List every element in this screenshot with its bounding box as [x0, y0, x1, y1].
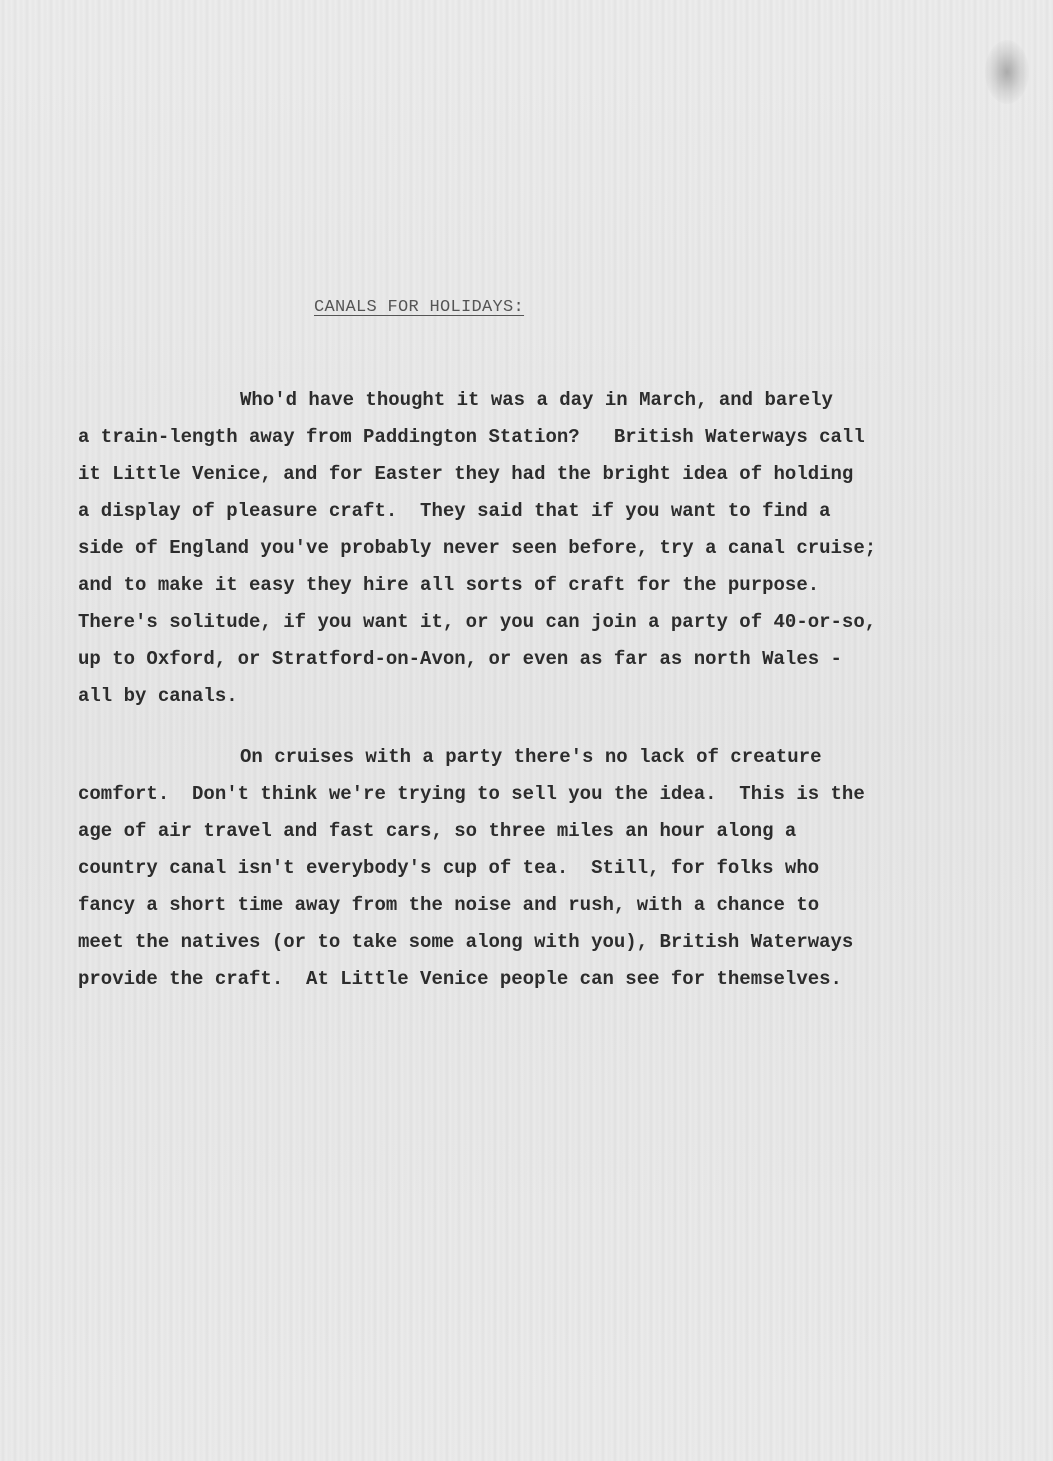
paragraph-line: fancy a short time away from the noise and rush, with a chance to — [78, 894, 820, 916]
paragraph-line: side of England you've probably never seen before, try a canal cruise; — [78, 537, 877, 559]
paragraph-line: On cruises with a party there's no lack of creature — [240, 746, 822, 768]
paragraph-line: comfort. Don't think we're trying to sell you the idea. This is the — [78, 783, 865, 805]
paragraph-line: meet the natives (or to take some along with you), British Waterways — [78, 931, 854, 953]
paragraph-line: provide the craft. At Little Venice people can see for themselves. — [78, 968, 842, 990]
ink-smudge — [985, 40, 1029, 104]
paragraph-line: There's solitude, if you want it, or you can join a party of 40-or-so, — [78, 611, 877, 633]
paragraph-line: and to make it easy they hire all sorts of craft for the purpose. — [78, 574, 820, 596]
paragraph-line: age of air travel and fast cars, so three miles an hour along a — [78, 820, 797, 842]
paragraph-line: a train-length away from Paddington Station? British Waterways call — [78, 426, 865, 448]
paragraph-line: country canal isn't everybody's cup of tea. Still, for folks who — [78, 857, 820, 879]
paragraph-line: up to Oxford, or Stratford-on-Avon, or even as far as north Wales - — [78, 648, 842, 670]
paragraph-line: a display of pleasure craft. They said that if you want to find a — [78, 500, 831, 522]
paragraph-line: all by canals. — [78, 685, 238, 707]
paragraph-1 — [78, 382, 978, 715]
document-title: CANALS FOR HOLIDAYS: — [314, 298, 525, 317]
paragraph-2 — [78, 739, 978, 998]
paragraph-line: Who'd have thought it was a day in March, and barely — [240, 389, 833, 411]
paragraph-line: it Little Venice, and for Easter they had the bright idea of holding — [78, 463, 854, 485]
